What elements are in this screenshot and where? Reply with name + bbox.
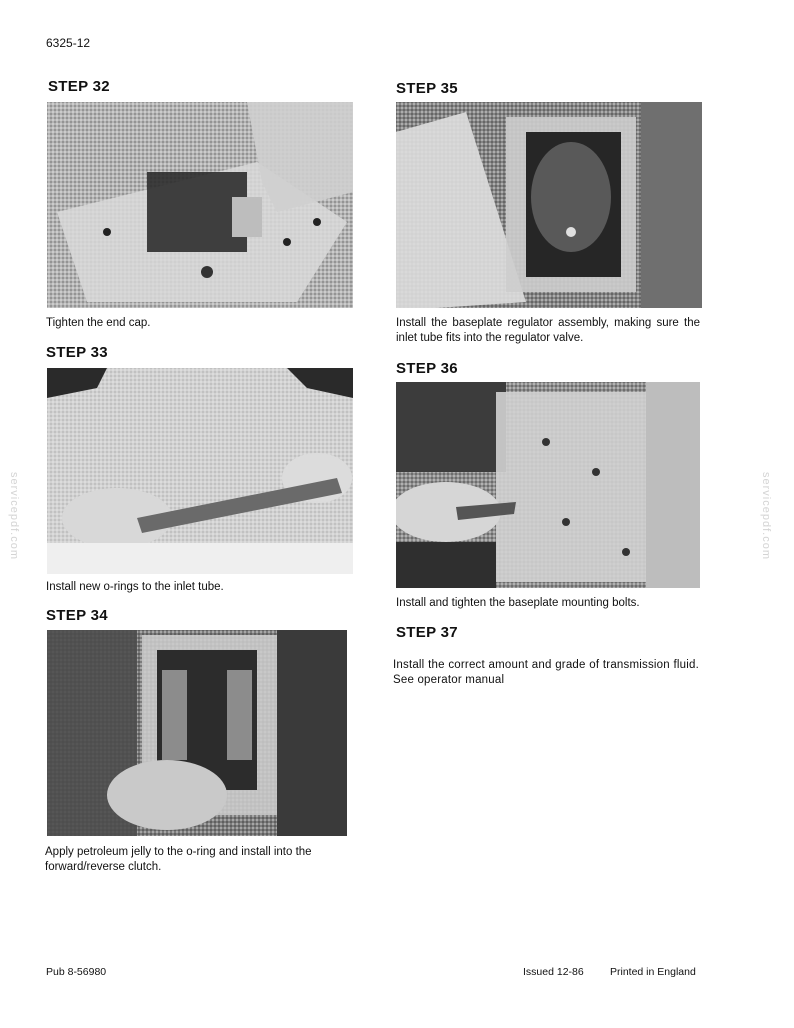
left-watermark: servicepdf.com bbox=[7, 472, 20, 560]
step-34-title: STEP 34 bbox=[46, 607, 108, 624]
step-35-caption: Install the baseplate regulator assembly, making sure the inlet tube fits into the regulator valve. bbox=[396, 317, 700, 344]
step-36-photo bbox=[396, 382, 700, 588]
step-34-photo bbox=[47, 630, 347, 836]
footer-printed: Printed in England bbox=[610, 966, 696, 978]
step-35-title: STEP 35 bbox=[396, 80, 458, 97]
step-32-photo bbox=[47, 102, 353, 308]
right-watermark: servicepdf.com bbox=[759, 472, 772, 560]
step-36-title: STEP 36 bbox=[396, 360, 458, 377]
step-37-caption: Install the correct amount and grade of transmission fluid. See operator manual bbox=[393, 659, 699, 686]
step-35-photo bbox=[396, 102, 702, 308]
step-33-photo bbox=[47, 368, 353, 574]
step-36-caption: Install and tighten the baseplate mounting bolts. bbox=[396, 597, 640, 609]
step-33-caption: Install new o-rings to the inlet tube. bbox=[46, 581, 224, 593]
step-33-title: STEP 33 bbox=[46, 344, 108, 361]
step-32-caption: Tighten the end cap. bbox=[46, 317, 151, 329]
footer-issued: Issued 12-86 bbox=[523, 966, 584, 978]
step-34-caption: Apply petroleum jelly to the o-ring and install into the forward/reverse clutch. bbox=[45, 846, 312, 873]
step-37-title: STEP 37 bbox=[396, 624, 458, 641]
step-32-title: STEP 32 bbox=[48, 78, 110, 95]
page-number: 6325-12 bbox=[46, 36, 91, 50]
footer-pub-number: Pub 8-56980 bbox=[46, 966, 107, 978]
